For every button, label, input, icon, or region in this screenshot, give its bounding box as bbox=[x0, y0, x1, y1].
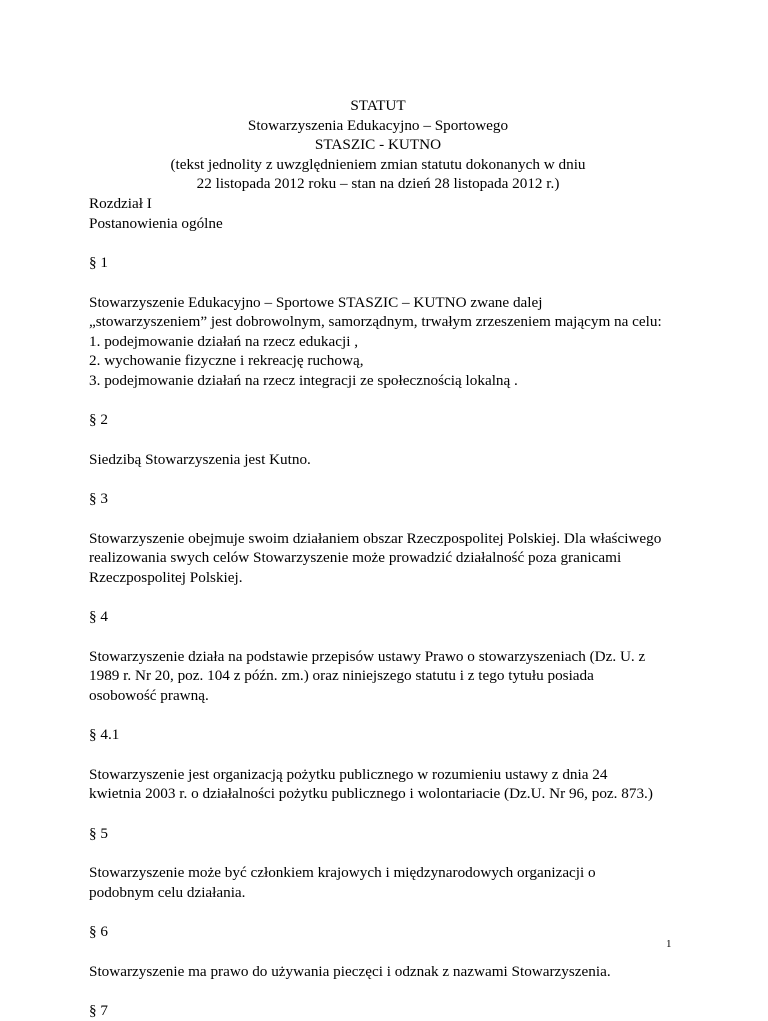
section-4-line: Stowarzyszenie działa na podstawie przepisów ustawy Prawo o stowarzyszeniach (Dz. U. z bbox=[89, 647, 646, 665]
organization-short-name: STASZIC - KUTNO bbox=[314, 136, 442, 153]
section-1-list-item: 2. wychowanie fizyczne i rekreację ruchową, bbox=[89, 352, 364, 369]
section-heading-4-1: § 4.1 bbox=[89, 726, 120, 743]
section-heading-7: § 7 bbox=[89, 1002, 108, 1019]
section-2-line: Siedzibą Stowarzyszenia jest Kutno. bbox=[89, 450, 311, 468]
section-5-line: podobnym celu działania. bbox=[89, 883, 246, 901]
section-heading-6: § 6 bbox=[89, 923, 108, 940]
section-4-line: 1989 r. Nr 20, poz. 104 z późn. zm.) oraz niniejszego statutu i z tego tytułu posiada bbox=[89, 667, 594, 684]
section-heading-5: § 5 bbox=[89, 824, 108, 842]
section-4-1-line: Stowarzyszenie jest organizacją pożytku publicznego w rozumieniu ustawy z dnia 24 bbox=[89, 765, 608, 783]
section-6-line: Stowarzyszenie ma prawo do używania pieczęci i odznak z nazwami Stowarzyszenia. bbox=[89, 962, 611, 980]
chapter-number: Rozdział I bbox=[89, 195, 152, 212]
section-heading-4: § 4 bbox=[89, 608, 108, 625]
chapter-title: Postanowienia ogólne bbox=[89, 214, 223, 232]
section-1-line: „stowarzyszeniem” jest dobrowolnym, samorządnym, trwałym zrzeszeniem mającym na celu: bbox=[89, 313, 662, 330]
section-heading-2: § 2 bbox=[89, 411, 108, 428]
section-4-line: osobowość prawną. bbox=[89, 686, 209, 704]
section-4-1-line: kwietnia 2003 r. o działalności pożytku publicznego i wolontariacie (Dz.U. Nr 96, poz. 873.) bbox=[89, 785, 653, 802]
section-3-line: realizowania swych celów Stowarzyszenie może prowadzić działalność poza granicami bbox=[89, 549, 622, 566]
document-note-line-2: 22 listopada 2012 roku – stan na dzień 28 listopada 2012 r.) bbox=[196, 175, 560, 192]
organization-name: Stowarzyszenia Edukacyjno – Sportowego bbox=[247, 116, 509, 134]
section-heading-3: § 3 bbox=[89, 490, 108, 507]
section-1-list-item: 3. podejmowanie działań na rzecz integracji ze społecznością lokalną . bbox=[89, 371, 518, 389]
section-3-line: Stowarzyszenie obejmuje swoim działaniem obszar Rzeczpospolitej Polskiej. Dla właściwego bbox=[89, 529, 662, 547]
section-5-line: Stowarzyszenie może być członkiem krajowych i międzynarodowych organizacji o bbox=[89, 864, 596, 881]
page-number: 1 bbox=[666, 938, 672, 950]
document-body bbox=[89, 194, 689, 1021]
document-title: STATUT bbox=[350, 97, 406, 114]
section-1-list-item: 1. podejmowanie działań na rzecz edukacji , bbox=[89, 332, 359, 350]
document-header bbox=[0, 96, 762, 194]
section-heading-1: § 1 bbox=[89, 254, 108, 271]
section-3-line: Rzeczpospolitej Polskiej. bbox=[89, 568, 243, 586]
section-1-line: Stowarzyszenie Edukacyjno – Sportowe STASZIC – KUTNO zwane dalej bbox=[89, 293, 543, 311]
document-note-line-1: (tekst jednolity z uwzględnieniem zmian statutu dokonanych w dniu bbox=[170, 155, 586, 173]
